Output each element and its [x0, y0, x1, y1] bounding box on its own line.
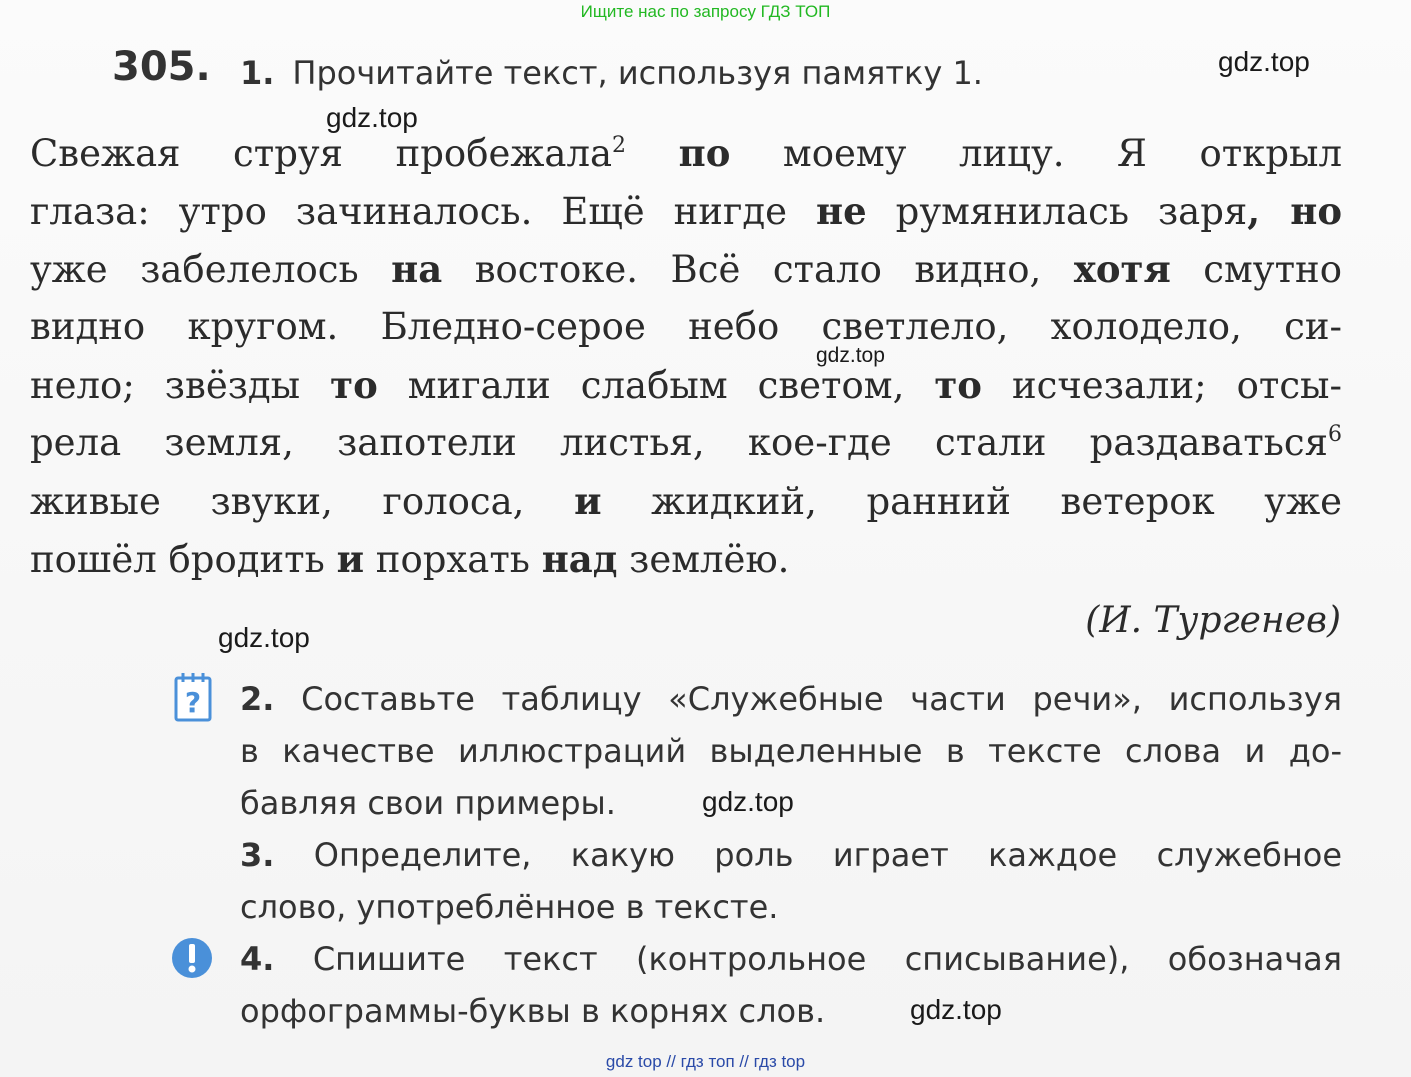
highlighted-word: то [934, 363, 982, 407]
task-2-line-2: в качестве иллюстраций выделенные в тексте слова и до- [240, 732, 1342, 770]
text-span: рела земля, запотели листья, кое-где стали раздаваться [30, 421, 1328, 464]
footnote-marker: 2 [612, 133, 627, 158]
text-line [30, 530, 1342, 589]
text-span: землёю. [617, 538, 790, 581]
task-2-line-1 [240, 680, 1342, 718]
text-span: мигали слабым светом, [377, 364, 935, 407]
exclamation-circle-icon [170, 936, 214, 980]
text-line [30, 124, 1342, 183]
watermark: gdz.top [910, 994, 1002, 1025]
text-line [30, 240, 1342, 299]
text-span: глаза: утро зачиналось. Ещё нигде [30, 190, 817, 233]
text-span: уже забелелось [30, 248, 392, 291]
text-span: нело; звёзды [30, 364, 331, 407]
text-line [30, 472, 1342, 531]
watermark: gdz.top [326, 102, 418, 133]
highlighted-word: по [678, 131, 731, 175]
highlighted-word: хотя [1073, 247, 1171, 291]
task-1-text: Прочитайте текст, используя памятку 1. [292, 54, 983, 92]
watermark: gdz.top [1218, 46, 1310, 77]
watermark: gdz.top [816, 344, 885, 367]
task-1 [240, 54, 983, 92]
footer-links[interactable]: gdz top // гдз топ // гдз top [605, 1052, 806, 1071]
text-span: видно кругом. Бледно-серое небо светлело, холодело, си- [30, 305, 1342, 348]
author-attribution: (И. Тургенев) [1085, 600, 1341, 641]
text-span: румянилась заря [866, 190, 1248, 233]
highlighted-word: и [574, 479, 602, 523]
text-span: смутно [1170, 248, 1342, 291]
question-notebook-icon [174, 672, 212, 722]
highlighted-word: на [391, 247, 443, 291]
task-2-line-3: бавляя свои примеры. [240, 784, 616, 822]
text-span [626, 132, 679, 175]
task-4-number: 4. [240, 940, 275, 978]
task-2-text: Составьте таблицу «Служебные части речи», используя [301, 680, 1343, 718]
text-line [30, 298, 1342, 356]
task-4-line-1 [240, 940, 1342, 978]
text-span: порхать [364, 538, 542, 581]
banner-text[interactable]: Ищите нас по запросу ГДЗ ТОП [580, 2, 831, 21]
text-span: моему лицу. Я открыл [730, 132, 1342, 175]
text-span: жидкий, ранний ветерок уже [601, 480, 1342, 523]
text-span: востоке. Всё стало видно, [442, 248, 1074, 291]
footnote-marker: 6 [1328, 422, 1342, 447]
text-line [30, 356, 1342, 415]
highlighted-word: и [336, 537, 365, 581]
text-span: Свежая струя пробежала [30, 132, 613, 175]
highlighted-word: , но [1247, 189, 1342, 233]
task-3-number: 3. [240, 836, 275, 874]
task-3-line-2: слово, употреблённое в тексте. [240, 888, 779, 926]
svg-text:?: ? [184, 686, 202, 719]
text-span: живые звуки, голоса, [30, 480, 575, 523]
text-line [30, 414, 1342, 472]
text-span: исчезали; отсы- [981, 364, 1342, 407]
task-3-line-1 [240, 836, 1342, 874]
task-2-number: 2. [240, 680, 275, 718]
task-3-text: Определите, какую роль играет каждое служебное [313, 836, 1343, 874]
highlighted-word: над [541, 537, 618, 581]
text-span: пошёл бродить [30, 538, 337, 581]
task-4-text: Спишите текст (контрольное списывание), обозначая [312, 940, 1343, 978]
highlighted-word: не [816, 189, 867, 233]
watermark: gdz.top [702, 786, 794, 817]
highlighted-word: то [330, 363, 378, 407]
task-4-line-2: орфограммы-буквы в корнях слов. [240, 992, 826, 1030]
task-1-number: 1. [240, 54, 275, 92]
text-line [30, 182, 1342, 241]
exercise-number: 305. [112, 44, 211, 90]
watermark: gdz.top [218, 622, 310, 653]
